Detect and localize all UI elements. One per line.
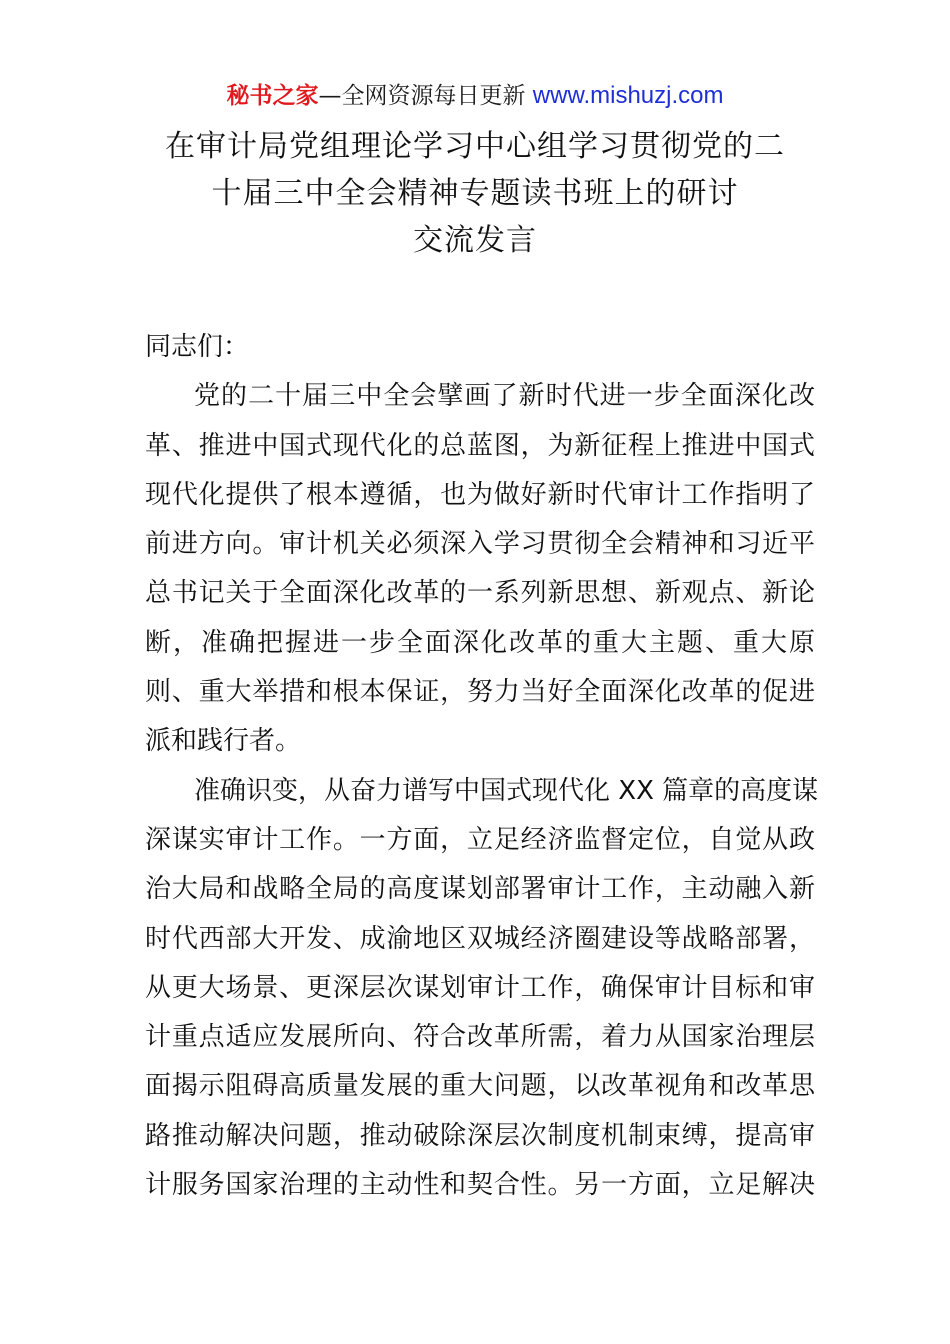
paragraph-line: 现代化提供了根本遵循，也为做好新时代审计工作指明了 [145, 479, 815, 510]
paragraph-line: 准确识变，从奋力谱写中国式现代化 XX 篇章的高度谋 [194, 775, 819, 806]
site-name: 秘书之家 [226, 83, 319, 109]
paragraph-line: 派和践行者。 [145, 726, 302, 757]
salutation: 同志们： [145, 332, 250, 362]
paragraph-line: 革、推进中国式现代化的总蓝图，为新征程上推进中国式 [145, 430, 815, 461]
paragraph-line: 计重点适应发展所向、符合改革所需，着力从国家治理层 [145, 1022, 815, 1053]
paragraph-line: 总书记关于全面深化改革的一系列新思想、新观点、新论 [145, 578, 815, 609]
paragraph-line: 时代西部大开发、成渝地区双城经济圈建设等战略部署， [145, 923, 815, 954]
site-url-link[interactable]: www.mishuzj.com [532, 82, 724, 109]
paragraph-line: 面揭示阻碍高质量发展的重大问题，以改革视角和改革思 [145, 1071, 815, 1102]
document-body [145, 323, 819, 1210]
paragraph-line: 路推动解决问题，推动破除深层次制度机制束缚，提高审 [145, 1120, 815, 1151]
title-line: 交流发言 [413, 223, 537, 258]
site-tagline: —全网资源每日更新 [318, 83, 533, 109]
paragraph-line: 则、重大举措和根本保证，努力当好全面深化改革的促进 [145, 677, 815, 708]
paragraph-line: 断，准确把握进一步全面深化改革的重大主题、重大原 [145, 627, 815, 658]
site-header [0, 80, 950, 112]
paragraph-line: 党的二十届三中全会擘画了新时代进一步全面深化改 [194, 381, 815, 412]
title-line: 在审计局党组理论学习中心组学习贯彻党的二 [165, 129, 785, 164]
paragraph-line: 治大局和战略全局的高度谋划部署审计工作，主动融入新 [145, 874, 815, 905]
paragraph-line: 深谋实审计工作。一方面，立足经济监督定位，自觉从政 [145, 824, 815, 855]
title-line: 十届三中全会精神专题读书班上的研讨 [211, 176, 739, 211]
paragraph-line: 计服务国家治理的主动性和契合性。另一方面，立足解决 [145, 1170, 815, 1201]
paragraph-line: 从更大场景、更深层次谋划审计工作，确保审计目标和审 [145, 972, 815, 1003]
paragraph-line: 前进方向。审计机关必须深入学习贯彻全会精神和习近平 [145, 529, 815, 560]
document-title [130, 123, 820, 264]
